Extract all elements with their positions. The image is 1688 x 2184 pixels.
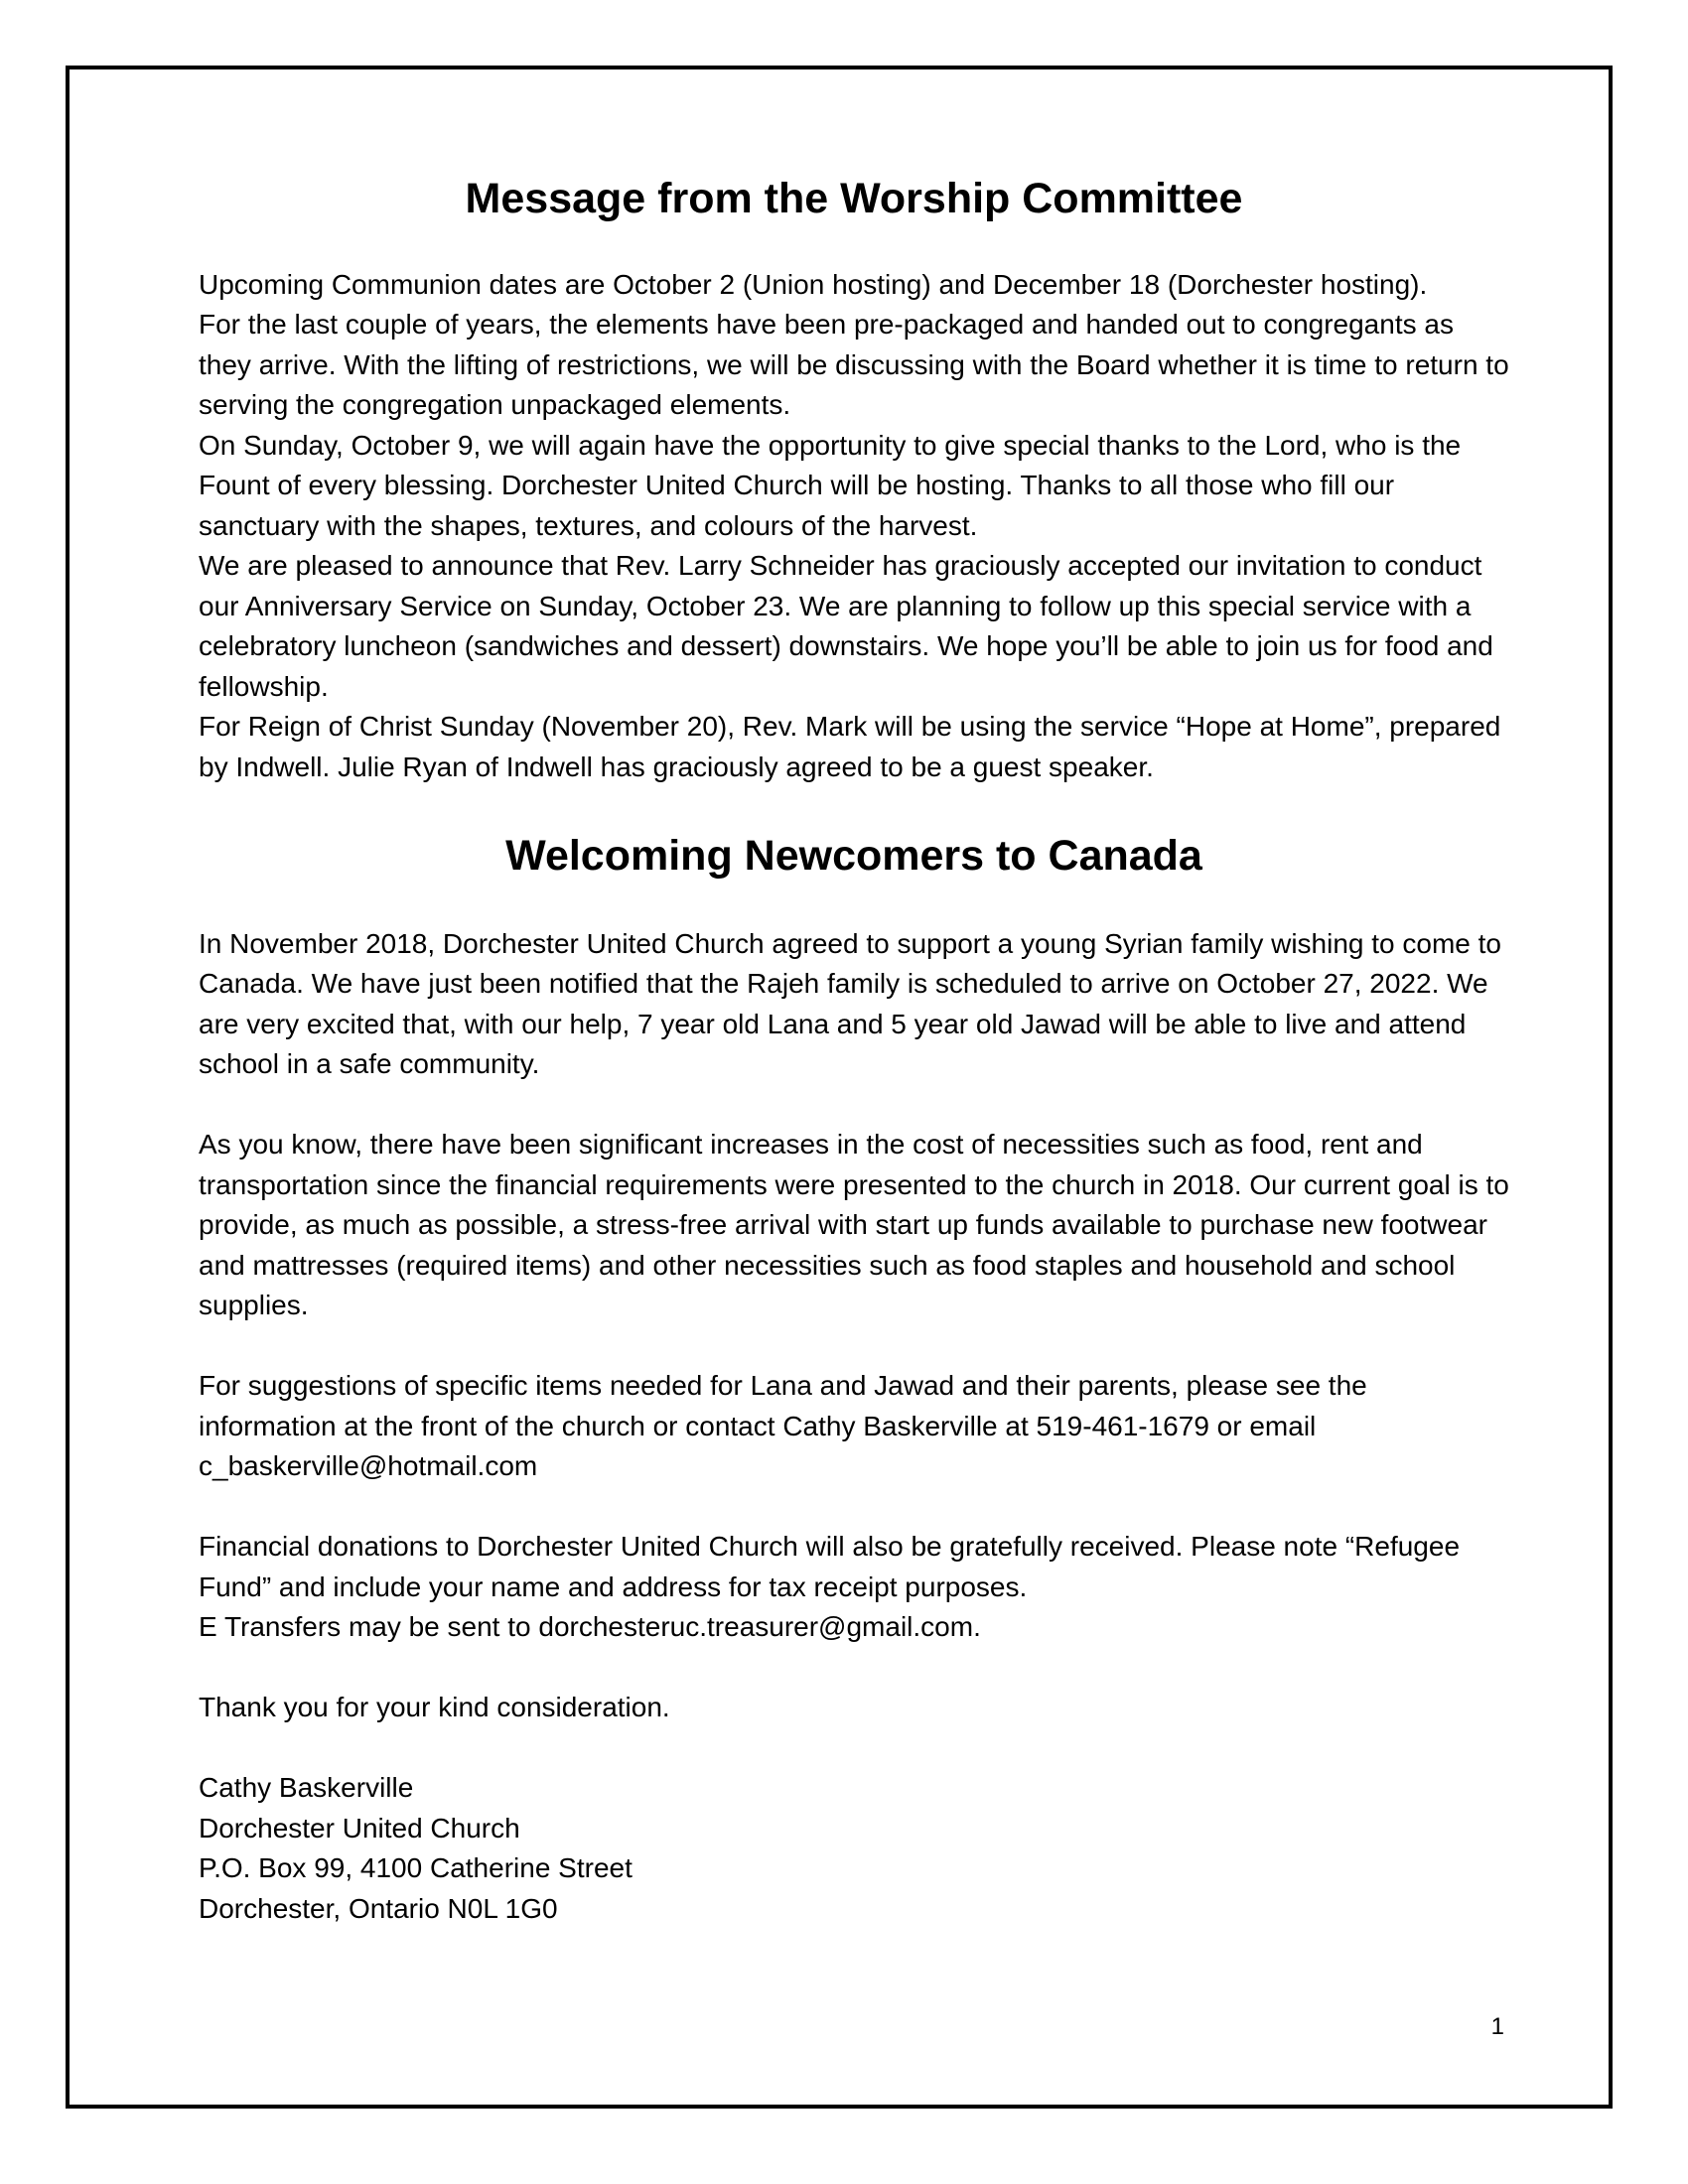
worship-committee-heading: Message from the Worship Committee xyxy=(465,175,1243,222)
signature-org: Dorchester United Church xyxy=(199,1812,520,1843)
signature-address-line-1: P.O. Box 99, 4100 Catherine Street xyxy=(199,1852,633,1884)
signature-name: Cathy Baskerville xyxy=(199,1772,414,1804)
signature-block xyxy=(199,1768,1509,1929)
newcomers-paragraph-donations: Financial donations to Dorchester United Church will also be gratefully received. Please note “Refugee Fund” and include your name and address for tax receipt purposes. xyxy=(199,1531,1461,1602)
newcomers-paragraph-contact: For suggestions of specific items needed for Lana and Jawad and their parents, please see the information at the front of the church or contact Cathy Baskerville at 519-461-1679 or email c_baskerville@hotmail.com xyxy=(199,1370,1367,1482)
document-body xyxy=(199,174,1509,1929)
newcomers-paragraph-etransfer: E Transfers may be sent to dorchesteruc.treasurer@gmail.com. xyxy=(199,1611,981,1643)
worship-paragraph-anniversary: We are pleased to announce that Rev. Larry Schneider has graciously accepted our invitation to conduct our Anniversary Service on Sunday, October 23. We are planning to follow up this special service with a celebratory luncheon (sandwiches and dessert) downstairs. We hope you’ll be able to join us for food and fellowship. xyxy=(199,550,1493,702)
page-number: 1 xyxy=(1490,2013,1504,2040)
newcomers-paragraph-costs: As you know, there have been significant increases in the cost of necessities such as food, rent and transportation since the financial requirements were presented to the church in 2018. Our current goal is to provide, as much as possible, a stress-free arrival with start up funds available to purchase new footwear and mattresses (required items) and other necessities such as food staples and household and school supplies. xyxy=(199,1129,1509,1321)
newcomers-paragraph-thanks: Thank you for your kind consideration. xyxy=(199,1692,670,1723)
worship-paragraph-thanksgiving: On Sunday, October 9, we will again have the opportunity to give special thanks to the Lord, who is the Fount of every blessing. Dorchester United Church will be hosting. Thanks to all those who fill our sanctuary with the shapes, textures, and colours of the harvest. xyxy=(199,429,1462,541)
worship-paragraph-elements: For the last couple of years, the elements have been pre-packaged and handed out to congregants as they arrive. With the lifting of restrictions, we will be discussing with the Board whether it is time to return to serving the congregation unpackaged elements. xyxy=(199,309,1509,421)
worship-paragraph-communion: Upcoming Communion dates are October 2 (Union hosting) and December 18 (Dorchester hosting). xyxy=(199,268,1428,300)
signature-address-line-2: Dorchester, Ontario N0L 1G0 xyxy=(199,1892,558,1924)
newcomers-heading: Welcoming Newcomers to Canada xyxy=(505,832,1202,881)
newcomers-paragraph-intro: In November 2018, Dorchester United Church agreed to support a young Syrian family wishing to come to Canada. We have just been notified that the Rajeh family is scheduled to arrive on October 27, 2022. We are very excited that, with our help, 7 year old Lana and 5 year old Jawad will be able to live and attend school in a safe community. xyxy=(199,927,1502,1080)
worship-paragraph-reign-of-christ: For Reign of Christ Sunday (November 20), Rev. Mark will be using the service “Hope at Home”, prepared by Indwell. Julie Ryan of Indwell has graciously agreed to be a guest speaker. xyxy=(199,711,1501,782)
